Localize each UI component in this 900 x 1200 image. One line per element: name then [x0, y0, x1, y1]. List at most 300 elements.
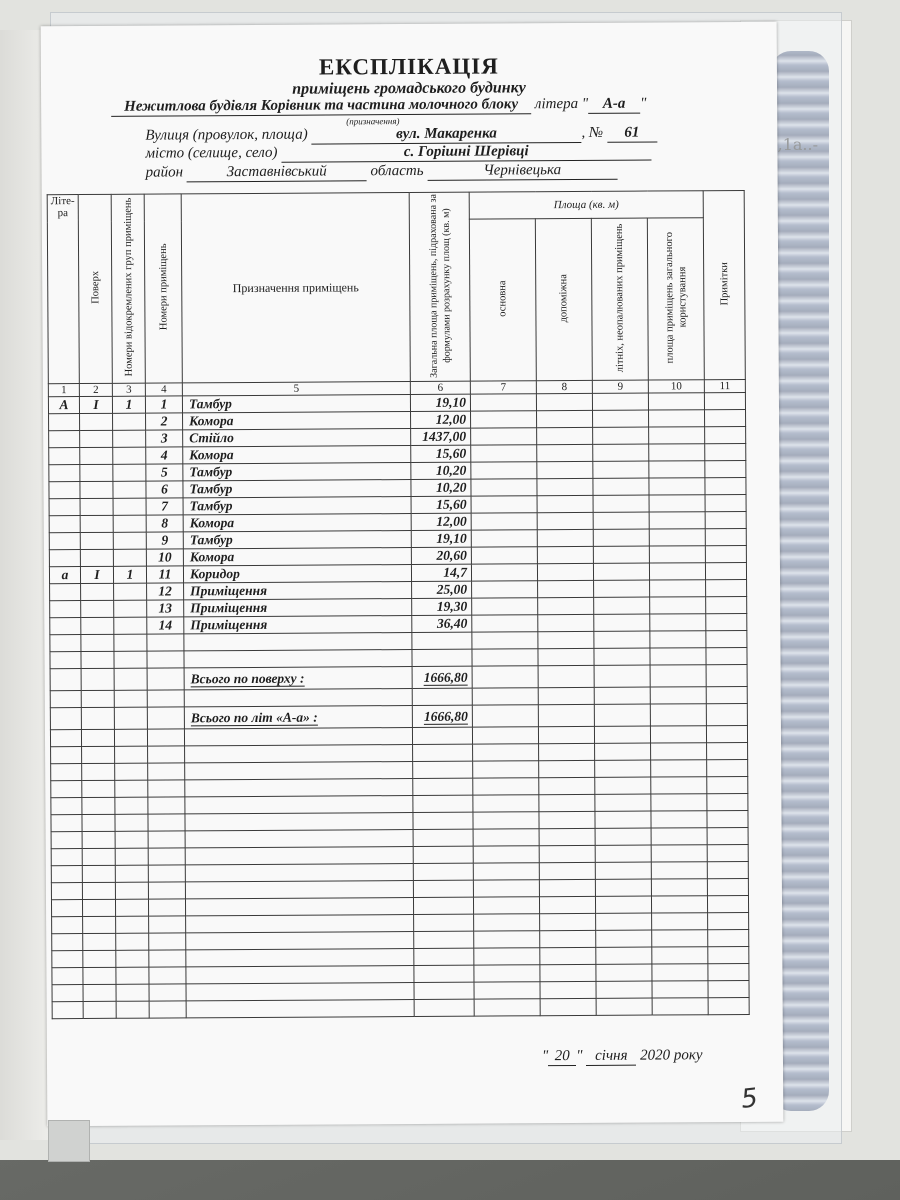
cell-room: 1	[145, 396, 182, 413]
cell-empty	[652, 981, 708, 998]
cell-empty	[594, 614, 650, 631]
litera-label: літера	[534, 95, 579, 113]
cell-empty	[474, 914, 540, 931]
cell-empty	[707, 844, 748, 861]
cell-empty	[650, 665, 706, 687]
cell-floor	[80, 464, 113, 481]
cell-empty	[471, 547, 537, 564]
cell-empty	[147, 707, 184, 729]
cell-group	[113, 515, 146, 532]
cell-empty	[708, 963, 749, 980]
cell-empty	[650, 648, 706, 665]
cell-empty	[413, 880, 473, 897]
cell-empty	[147, 690, 184, 707]
cell-empty	[651, 743, 707, 760]
cell-empty	[539, 777, 595, 794]
cell-empty	[471, 530, 537, 547]
cell-empty	[115, 831, 148, 848]
cell-empty	[594, 726, 650, 743]
cell-empty	[471, 564, 537, 581]
cell-empty	[538, 597, 594, 614]
cell-empty	[470, 394, 536, 411]
cell-empty	[651, 794, 707, 811]
cell-empty	[707, 810, 748, 827]
cell-empty	[52, 951, 83, 968]
cell-empty	[650, 614, 706, 631]
cell-empty	[539, 760, 595, 777]
cell-empty	[52, 968, 83, 985]
cell-purpose: Коридор	[183, 565, 411, 583]
cell-empty	[538, 631, 594, 648]
cell-empty	[649, 461, 705, 478]
cell-floor	[81, 583, 114, 600]
cell-empty	[593, 478, 649, 495]
cell-room: 4	[146, 447, 183, 464]
header-litera: Літе-ра	[47, 195, 79, 384]
cell-empty	[596, 981, 652, 998]
cell-empty	[81, 668, 114, 690]
cell-empty	[50, 708, 81, 730]
cell-empty	[413, 812, 473, 829]
cell-empty	[705, 511, 746, 528]
cell-empty	[593, 495, 649, 512]
cell-empty	[114, 634, 147, 651]
cell-empty	[116, 933, 149, 950]
cell-empty	[148, 814, 185, 831]
cell-empty	[539, 811, 595, 828]
cell-empty	[650, 687, 706, 704]
date-year: 2020 року	[640, 1047, 703, 1064]
cell-empty	[650, 597, 706, 614]
cell-empty	[537, 478, 593, 495]
cell-empty	[474, 931, 540, 948]
cell-empty	[114, 668, 147, 690]
cell-empty	[593, 444, 649, 461]
cell-group	[113, 532, 146, 549]
cell-empty	[115, 797, 148, 814]
cell-empty	[538, 648, 594, 665]
cell-empty	[705, 409, 746, 426]
cell-empty	[650, 580, 706, 597]
cell-empty	[651, 845, 707, 862]
cell-group	[113, 413, 146, 430]
cell-empty	[116, 967, 149, 984]
cell-empty	[649, 427, 705, 444]
document-subtitle: приміщень громадського будинку	[292, 79, 526, 98]
cell-group	[114, 583, 147, 600]
cell-empty	[184, 633, 412, 651]
cell-empty	[471, 496, 537, 513]
cell-empty	[115, 814, 148, 831]
cell-empty	[704, 392, 745, 409]
cell-empty	[596, 947, 652, 964]
cell-empty	[708, 997, 749, 1014]
cell-empty	[472, 632, 538, 649]
cell-empty	[539, 743, 595, 760]
cell-empty	[471, 513, 537, 530]
cell-empty	[473, 846, 539, 863]
cell-empty	[539, 879, 595, 896]
cell-empty	[707, 793, 748, 810]
litera-total-row-label-cell	[184, 706, 412, 729]
cell-empty	[474, 948, 540, 965]
cell-empty	[538, 580, 594, 597]
cell-empty	[185, 846, 413, 864]
cell-empty	[652, 930, 708, 947]
cell-empty	[82, 780, 115, 797]
cell-empty	[540, 964, 596, 981]
cell-empty	[538, 726, 594, 743]
cell-purpose: Комора	[183, 514, 411, 532]
cell-empty	[472, 598, 538, 615]
cell-empty	[115, 848, 148, 865]
column-number: 7	[470, 381, 536, 394]
cell-purpose: Стійло	[183, 429, 411, 447]
cell-total-area: 15,60	[411, 445, 471, 462]
cell-empty	[473, 744, 539, 761]
cell-empty	[473, 880, 539, 897]
region-value: Чернівецька	[427, 162, 617, 181]
cell-empty	[706, 686, 747, 703]
cell-total-area: 25,00	[412, 581, 472, 598]
cell-litera	[49, 448, 80, 465]
cell-empty	[651, 760, 707, 777]
cell-empty	[706, 596, 747, 613]
floor-total-row-label: Всього по поверху :	[190, 670, 305, 686]
cell-empty	[593, 461, 649, 478]
cell-empty	[412, 632, 472, 649]
floor-total-row-value-cell	[412, 666, 472, 688]
cell-purpose: Комора	[183, 412, 411, 430]
number-label: №	[588, 124, 604, 141]
cell-empty	[472, 688, 538, 705]
cell-empty	[115, 746, 148, 763]
purpose-caption: (призначення)	[346, 116, 400, 127]
cell-empty	[592, 393, 648, 410]
cell-empty	[539, 845, 595, 862]
cell-litera	[50, 601, 81, 618]
litera-total-row-value: 1666,80	[423, 708, 468, 724]
cell-room: 10	[146, 549, 183, 566]
cell-empty	[537, 512, 593, 529]
cell-purpose: Тамбур	[183, 497, 411, 515]
cell-empty	[412, 649, 472, 666]
cell-empty	[82, 763, 115, 780]
cell-empty	[148, 865, 185, 882]
cell-empty	[594, 665, 650, 687]
document-title: ЕКСПЛІКАЦІЯ	[318, 53, 499, 80]
cell-empty	[184, 689, 412, 707]
header-total-area: Загальна площа приміщень, підрахована за формулами розрахунку площ (кв. м)	[409, 192, 470, 381]
cell-empty	[413, 761, 473, 778]
cell-empty	[50, 669, 81, 691]
cell-empty	[414, 965, 474, 982]
cell-empty	[51, 747, 82, 764]
cell-empty	[705, 443, 746, 460]
cell-empty	[537, 563, 593, 580]
cell-room: 3	[146, 430, 183, 447]
cell-purpose: Тамбур	[183, 480, 411, 498]
cell-empty	[148, 780, 185, 797]
cell-empty	[540, 981, 596, 998]
cell-empty	[81, 729, 114, 746]
cell-empty	[650, 726, 706, 743]
explication-table	[47, 190, 750, 1019]
cell-empty	[472, 615, 538, 632]
cell-empty	[114, 651, 147, 668]
header-main: основна	[469, 219, 536, 381]
cell-empty	[706, 630, 747, 647]
district-line	[145, 160, 881, 182]
cell-empty	[651, 862, 707, 879]
cell-group	[113, 464, 146, 481]
cell-empty	[595, 811, 651, 828]
cell-empty	[539, 794, 595, 811]
cell-floor	[80, 447, 113, 464]
cell-empty	[414, 914, 474, 931]
cell-litera: А	[48, 397, 79, 414]
date-month: січня	[586, 1048, 636, 1066]
cell-empty	[649, 410, 705, 427]
cell-empty	[540, 913, 596, 930]
cell-total-area: 19,30	[412, 598, 472, 615]
cell-floor: І	[80, 566, 113, 583]
cell-empty	[707, 742, 748, 759]
cell-empty	[595, 828, 651, 845]
cell-empty	[52, 917, 83, 934]
cell-empty	[83, 916, 116, 933]
cell-empty	[652, 947, 708, 964]
cell-empty	[593, 427, 649, 444]
cell-empty	[147, 634, 184, 651]
cell-room: 7	[146, 498, 183, 515]
cell-empty	[471, 411, 537, 428]
cell-room: 11	[146, 566, 183, 583]
cell-group: 1	[113, 566, 146, 583]
column-number: 9	[592, 380, 648, 393]
cell-empty	[50, 652, 81, 669]
cell-empty	[537, 529, 593, 546]
cell-empty	[185, 744, 413, 762]
cell-empty	[595, 760, 651, 777]
cell-empty	[149, 950, 186, 967]
cell-empty	[184, 728, 412, 746]
cell-litera	[49, 414, 80, 431]
cell-room: 12	[147, 583, 184, 600]
cell-total-area: 19,10	[411, 530, 471, 547]
cell-empty	[707, 861, 748, 878]
cell-empty	[472, 649, 538, 666]
cell-empty	[116, 950, 149, 967]
cell-empty	[51, 900, 82, 917]
cell-room: 13	[147, 600, 184, 617]
cell-floor	[80, 549, 113, 566]
cell-empty	[652, 913, 708, 930]
cell-empty	[651, 896, 707, 913]
cell-empty	[51, 781, 82, 798]
cell-litera	[49, 516, 80, 533]
cell-group	[114, 600, 147, 617]
cell-empty	[593, 546, 649, 563]
cell-empty	[649, 546, 705, 563]
date-day: 20	[548, 1048, 576, 1066]
cell-empty	[595, 777, 651, 794]
cell-floor	[80, 532, 113, 549]
cell-room: 14	[147, 617, 184, 634]
cell-empty	[186, 982, 414, 1000]
column-number: 11	[704, 379, 745, 392]
cell-litera: а	[49, 567, 80, 584]
header-group-numbers: Номери відокремлених груп приміщень	[111, 194, 145, 383]
cell-empty	[115, 780, 148, 797]
cell-empty	[705, 494, 746, 511]
cell-empty	[414, 999, 474, 1016]
cell-empty	[471, 462, 537, 479]
cell-empty	[706, 579, 747, 596]
cell-empty	[148, 831, 185, 848]
cell-empty	[115, 899, 148, 916]
cell-empty	[538, 704, 594, 726]
cell-empty	[650, 631, 706, 648]
cell-empty	[471, 479, 537, 496]
cell-empty	[649, 563, 705, 580]
cell-empty	[537, 427, 593, 444]
cell-empty	[706, 664, 747, 686]
cell-empty	[537, 546, 593, 563]
cell-floor	[80, 515, 113, 532]
empty-row	[52, 997, 749, 1018]
cell-empty	[596, 998, 652, 1015]
cell-empty	[651, 879, 707, 896]
cell-empty	[148, 797, 185, 814]
cell-litera	[49, 533, 80, 550]
cell-empty	[593, 410, 649, 427]
cell-empty	[473, 829, 539, 846]
cell-empty	[148, 763, 185, 780]
cell-empty	[149, 1001, 186, 1018]
cell-empty	[149, 916, 186, 933]
signature-date: " 20 " січня 2020 року	[541, 1047, 703, 1065]
cell-empty	[82, 797, 115, 814]
handwritten-page-number: 5	[739, 1083, 760, 1115]
cell-empty	[51, 866, 82, 883]
cell-empty	[412, 727, 472, 744]
cell-empty	[82, 865, 115, 882]
cell-empty	[594, 704, 650, 726]
cell-empty	[705, 545, 746, 562]
cell-empty	[706, 703, 747, 725]
cell-group: 1	[112, 396, 145, 413]
cell-empty	[649, 478, 705, 495]
cell-empty	[595, 862, 651, 879]
cell-empty	[116, 984, 149, 1001]
header-common: площа приміщень загального користування	[647, 218, 704, 380]
cell-empty	[651, 777, 707, 794]
cell-empty	[538, 614, 594, 631]
cell-empty	[595, 896, 651, 913]
cell-empty	[51, 815, 82, 832]
cell-empty	[706, 725, 747, 742]
cell-empty	[537, 495, 593, 512]
cell-empty	[540, 930, 596, 947]
cell-empty	[116, 916, 149, 933]
column-number: 8	[536, 380, 592, 393]
cell-empty	[649, 529, 705, 546]
cell-group	[113, 498, 146, 515]
column-number: 6	[410, 381, 470, 394]
cell-total-area: 10,20	[411, 479, 471, 496]
purpose-value: Нежитлова будівля Корівник та частина молочного блоку	[111, 96, 531, 117]
cell-empty	[50, 635, 81, 652]
cell-empty	[473, 778, 539, 795]
cell-empty	[114, 690, 147, 707]
cell-total-area: 19,10	[410, 394, 470, 411]
cell-floor	[80, 498, 113, 515]
cell-empty	[594, 648, 650, 665]
cell-empty	[83, 967, 116, 984]
cell-empty	[648, 393, 704, 410]
cell-empty	[539, 862, 595, 879]
cell-empty	[705, 562, 746, 579]
cell-empty	[540, 998, 596, 1015]
cell-purpose: Тамбур	[183, 531, 411, 549]
cell-empty	[185, 897, 413, 915]
header-summer: літніх, неопалюваних приміщень	[591, 218, 648, 380]
cell-room: 2	[146, 413, 183, 430]
cell-empty	[705, 528, 746, 545]
cell-empty	[50, 730, 81, 747]
cell-empty	[539, 828, 595, 845]
cell-empty	[52, 934, 83, 951]
cell-empty	[537, 461, 593, 478]
cell-empty	[538, 665, 594, 687]
cell-empty	[594, 580, 650, 597]
cell-total-area: 12,00	[411, 513, 471, 530]
cell-floor	[80, 430, 113, 447]
cell-empty	[705, 460, 746, 477]
cell-empty	[705, 477, 746, 494]
cell-purpose: Тамбур	[182, 395, 410, 413]
cell-empty	[149, 933, 186, 950]
street-value: вул. Макаренка	[311, 125, 581, 145]
cell-empty	[413, 795, 473, 812]
cell-empty	[82, 814, 115, 831]
cell-empty	[595, 743, 651, 760]
cell-empty	[147, 651, 184, 668]
cell-empty	[540, 947, 596, 964]
cell-litera	[49, 550, 80, 567]
cell-room: 8	[146, 515, 183, 532]
cell-purpose: Комора	[183, 446, 411, 464]
cell-empty	[473, 761, 539, 778]
cell-empty	[707, 827, 748, 844]
cell-empty	[472, 581, 538, 598]
cell-empty	[474, 982, 540, 999]
cell-empty	[414, 948, 474, 965]
cell-empty	[184, 650, 412, 668]
cell-empty	[414, 931, 474, 948]
cell-empty	[51, 764, 82, 781]
cell-empty	[596, 964, 652, 981]
cell-empty	[186, 999, 414, 1017]
cell-empty	[593, 529, 649, 546]
cell-empty	[412, 688, 472, 705]
cell-empty	[185, 812, 413, 830]
cell-empty	[651, 811, 707, 828]
street-label: Вулиця (провулок, площа)	[145, 126, 308, 144]
explication-sheet	[41, 22, 784, 1126]
cell-floor	[80, 413, 113, 430]
